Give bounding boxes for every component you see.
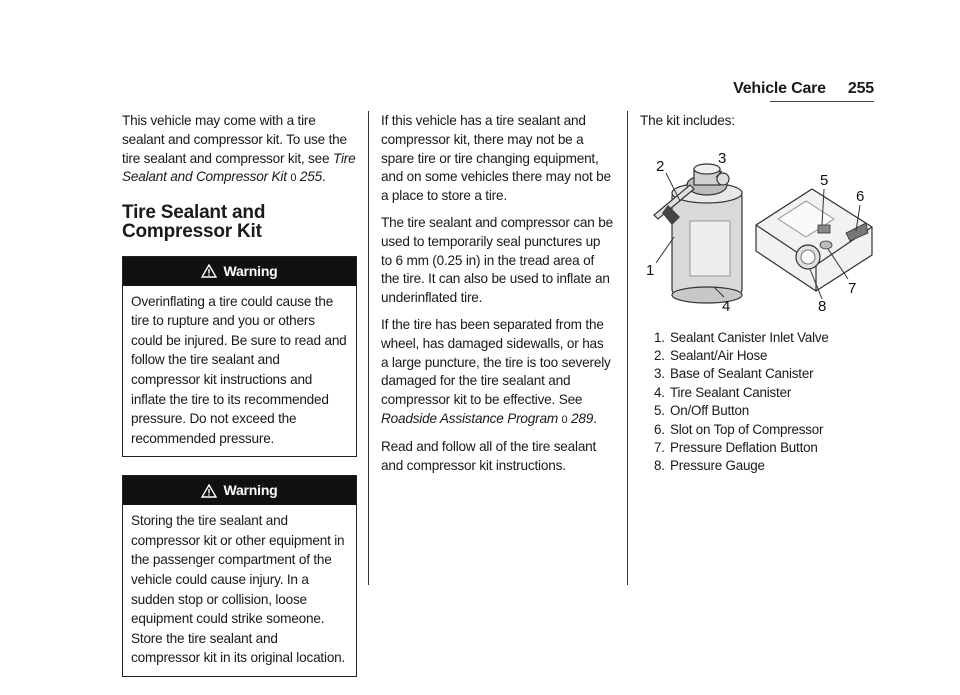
column-middle <box>381 112 613 483</box>
paragraph: Read and follow all of the tire sealant and compressor kit instructions. <box>381 438 597 473</box>
paragraph: The tire sealant and compressor can be used to temporarily seal punctures up to 6 mm (0.25 in) in the tread area of the tire. It can also be used to inflate an underinflated tire. <box>381 214 613 306</box>
callout-4: 4 <box>722 297 731 313</box>
list-item: 6. Slot on Top of Compressor <box>654 421 824 437</box>
column-right <box>640 112 880 476</box>
callout-2: 2 <box>656 157 665 175</box>
list-item: 4. Tire Sealant Canister <box>654 384 792 400</box>
paragraph: If the tire has been separated from the wheel, has damaged sidewalls, or has a large puncture, the tire is too severely damaged for the tire sealant and compressor kit to be effective. See Roadside Assistance Program 0 289. <box>381 316 611 426</box>
callout-1: 1 <box>646 261 655 279</box>
warning-title: Warning <box>223 262 278 279</box>
list-item: 3. Base of Sealant Canister <box>654 366 814 382</box>
warning-box <box>122 475 357 677</box>
callout-5: 5 <box>820 171 829 189</box>
xref-page[interactable]: 255 <box>299 169 322 185</box>
page-header <box>733 80 874 98</box>
xref-link[interactable]: Tire Sealant and Compressor Kit <box>122 150 356 185</box>
xref-arrow-icon: 0 <box>561 413 568 426</box>
callout-3: 3 <box>718 149 727 167</box>
warning-header <box>123 257 356 286</box>
list-item: 8. Pressure Gauge <box>654 458 765 474</box>
warning-triangle-icon <box>201 264 217 278</box>
callout-7: 7 <box>848 279 857 297</box>
list-item: 1. Sealant Canister Inlet Valve <box>654 329 829 345</box>
xref-arrow-icon: 0 <box>290 172 297 185</box>
warning-triangle-icon <box>201 484 217 498</box>
list-item: 7. Pressure Deflation Button <box>654 440 818 456</box>
warning-title: Warning <box>223 482 278 499</box>
header-rule <box>770 101 874 102</box>
callout-6: 6 <box>856 187 865 205</box>
column-divider <box>368 111 369 585</box>
warning-box <box>122 256 357 458</box>
warning-header <box>123 476 356 505</box>
callout-8: 8 <box>818 297 827 313</box>
column-divider <box>627 111 628 585</box>
paragraph: If this vehicle has a tire sealant and compressor kit, there may not be a spare tire or tire changing equipment, and on some vehicles there may not be a place to store a tire. <box>381 113 611 204</box>
section-heading: Tire Sealant and Compressor Kit <box>122 202 266 242</box>
tire-sealant-kit-illustration <box>638 141 878 313</box>
column-left <box>122 112 357 695</box>
page-number: 255 <box>847 80 874 97</box>
warning-text: Overinflating a tire could cause the tire to rupture and you or others could be injured. Be sure to read and follow the tire sealant and compressor kit instructions and inflate the tire to its recommended pressure. Do not exceed the recommended pressure. <box>131 293 347 446</box>
xref-link[interactable]: Roadside Assistance Program <box>381 410 558 426</box>
warning-text: Storing the tire sealant and compressor kit or other equipment in the passenger compartment of the vehicle could cause injury. In a sudden stop or collision, loose equipment could strike someone. Store the tire sealant and compressor kit in its original location. <box>131 513 346 666</box>
xref-page[interactable]: 289 <box>571 410 594 426</box>
list-item: 2. Sealant/Air Hose <box>654 348 768 363</box>
section-title: Vehicle Care <box>733 80 826 97</box>
list-item: 5. On/Off Button <box>654 403 750 419</box>
kit-parts-list <box>640 329 880 476</box>
kit-intro: The kit includes: <box>640 113 735 128</box>
intro-paragraph: This vehicle may come with a tire sealant and compressor kit. To use the tire sealant and compressor kit, see Tire Sealant and Compressor Kit 0 255. <box>122 113 356 185</box>
